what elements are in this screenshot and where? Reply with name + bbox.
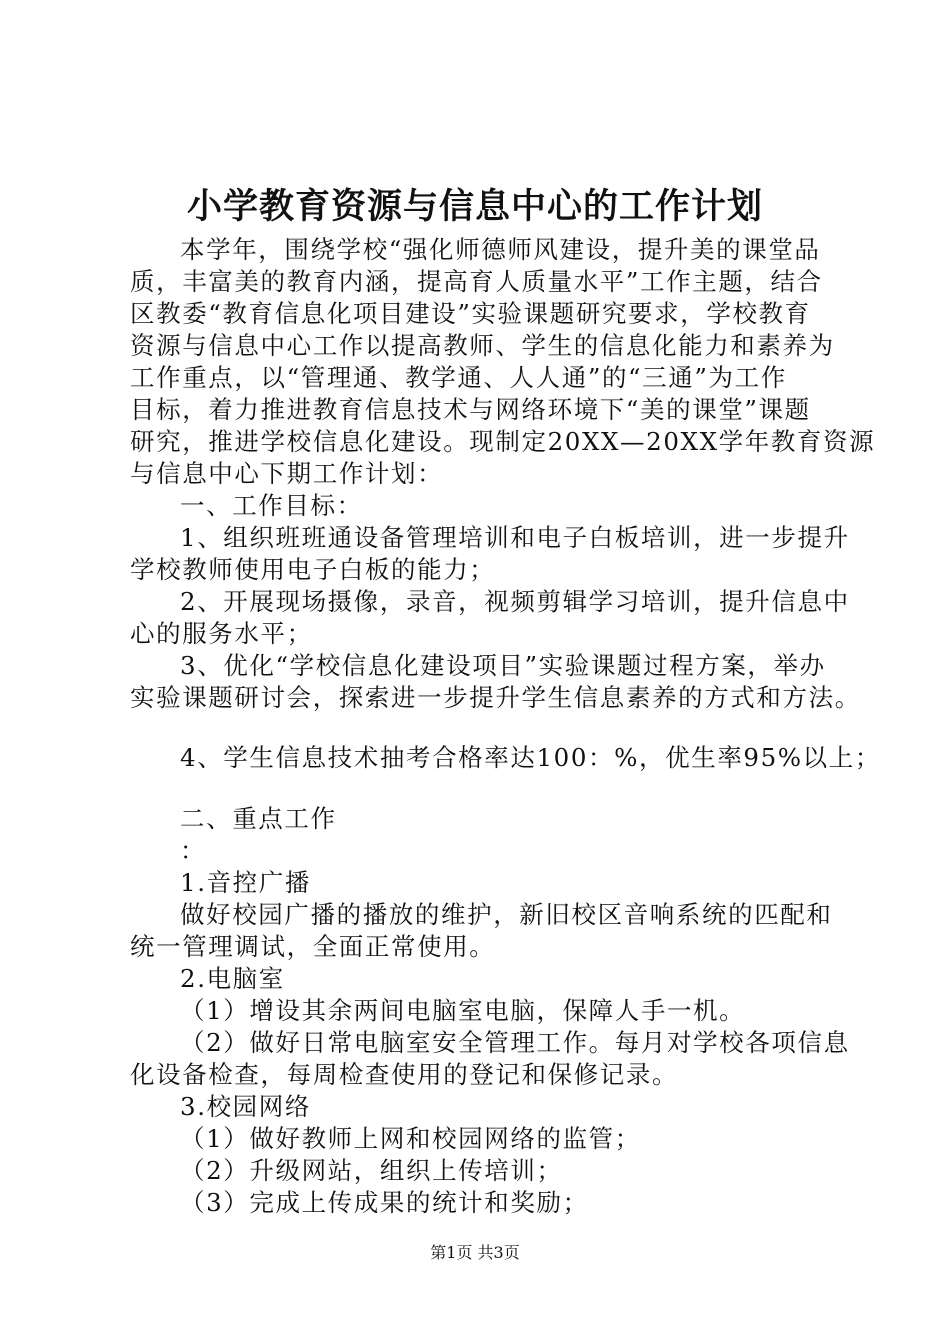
paragraph-line: 目标，着力推进教育信息技术与网络环境下“美的课堂”课题: [130, 395, 811, 424]
paragraph-line: 资源与信息中心工作以提高教师、学生的信息化能力和素养为: [130, 331, 835, 360]
list-item-continuation: 学校教师使用电子白板的能力；: [130, 555, 496, 584]
page-footer: 第1页 共3页: [430, 1243, 520, 1262]
list-item: （2）做好日常电脑室安全管理工作。每月对学校各项信息: [180, 1028, 850, 1057]
paragraph-line: 本学年，围绕学校“强化师德师风建设，提升美的课堂品: [180, 235, 821, 264]
list-item: 4、学生信息技术抽考合格率达100：%，优生率95%以上；: [180, 743, 881, 772]
list-item: （1）做好教师上网和校园网络的监管；: [180, 1124, 641, 1153]
list-item: （2）升级网站，组织上传培训；: [180, 1156, 563, 1185]
subsection-heading: 1.音控广播: [180, 868, 311, 897]
paragraph-line: 质，丰富美的教育内涵，提高育人质量水平”工作主题，结合: [130, 267, 823, 296]
list-item: 1、组织班班通设备管理培训和电子白板培训，进一步提升: [180, 523, 850, 552]
list-item: 3、优化“学校信息化建设项目”实验课题过程方案，举办: [180, 651, 826, 680]
paragraph-line: 与信息中心下期工作计划：: [130, 459, 444, 488]
list-item: 2、开展现场摄像，录音，视频剪辑学习培训，提升信息中: [180, 587, 850, 616]
list-item: （3）完成上传成果的统计和奖励；: [180, 1188, 589, 1217]
section-heading: 一、工作目标：: [180, 491, 363, 520]
list-item-continuation: 实验课题研讨会，探索进一步提升学生信息素养的方式和方法。: [130, 683, 861, 712]
paragraph-line: 区教委“教育信息化项目建设”实验课题研究要求，学校教育: [130, 299, 811, 328]
list-item-continuation: 心的服务水平；: [130, 619, 313, 648]
paragraph-line: 工作重点，以“管理通、教学通、人人通”的“三通”为工作: [130, 363, 787, 392]
paragraph-line: 做好校园广播的播放的维护，新旧校区音响系统的匹配和: [180, 900, 833, 929]
paragraph-line: 统一管理调试，全面正常使用。: [130, 932, 496, 961]
section-heading-colon: ：: [180, 836, 207, 865]
document-title: 小学教育资源与信息中心的工作计划: [186, 186, 763, 227]
list-item: （1）增设其余两间电脑室电脑，保障人手一机。: [180, 996, 746, 1025]
subsection-heading: 3.校园网络: [180, 1092, 311, 1121]
subsection-heading: 2.电脑室: [180, 964, 285, 993]
paragraph-line: 研究，推进学校信息化建设。现制定20XX—20XX学年教育资源: [130, 427, 876, 456]
list-item-continuation: 化设备检查，每周检查使用的登记和保修记录。: [130, 1060, 679, 1089]
section-heading: 二、重点工作: [180, 804, 337, 833]
